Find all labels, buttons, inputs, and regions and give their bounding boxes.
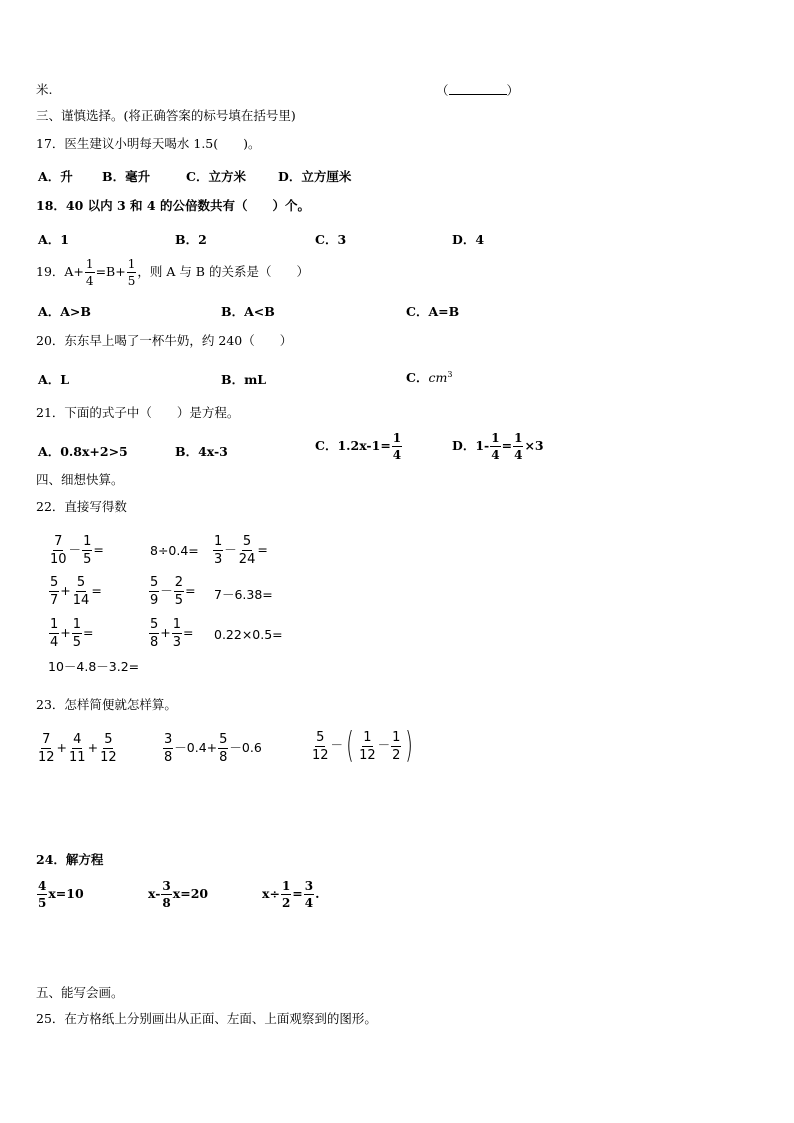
q17-option-a: A．升 <box>38 169 73 184</box>
option-prefix: C． <box>406 370 429 385</box>
numerator: 4 <box>73 732 82 747</box>
q23-expr-1 <box>36 733 119 764</box>
denominator: 8 <box>164 750 173 765</box>
q19-option-a: A．A>B <box>38 304 91 319</box>
equation-text: x=10 <box>48 886 84 901</box>
operator: + <box>160 625 171 640</box>
denominator: 12 <box>100 750 117 765</box>
numerator: 1 <box>72 617 82 632</box>
q18-option-b: B．2 <box>175 232 207 247</box>
denominator: 3 <box>214 552 223 567</box>
fraction <box>163 733 173 764</box>
equation-text: x=20 <box>172 886 209 901</box>
operator: － <box>224 542 237 557</box>
q21-option-c <box>315 432 403 461</box>
fraction <box>49 618 59 649</box>
numerator: 5 <box>150 617 159 632</box>
numerator: 3 <box>304 879 314 893</box>
denominator: 4 <box>514 448 523 462</box>
fraction <box>99 733 118 764</box>
fraction <box>311 731 330 762</box>
numerator: 1 <box>85 257 94 271</box>
equals-sign: = <box>292 886 303 901</box>
operator: － <box>377 737 391 753</box>
q22-stem: 22．直接写得数 <box>36 499 127 514</box>
fraction <box>149 618 159 649</box>
q17-stem: 17．医生建议小明每天喝水 1.5( )。 <box>36 136 261 151</box>
denominator: 12 <box>359 747 376 763</box>
q22-expr-r1c3 <box>212 535 268 566</box>
fraction <box>82 535 92 566</box>
numerator: 4 <box>38 879 47 893</box>
denominator: 7 <box>50 593 59 608</box>
q25-stem: 25．在方格纸上分别画出从正面、左面、上面观察到的图形。 <box>36 1011 377 1026</box>
denominator: 5 <box>72 635 82 650</box>
denominator: 24 <box>238 552 256 567</box>
equals-sign: = <box>501 438 513 453</box>
fraction <box>161 880 171 909</box>
numerator: 5 <box>76 575 86 590</box>
q20-option-c <box>406 368 452 386</box>
denominator: 8 <box>150 635 159 650</box>
fraction-2 <box>513 432 523 461</box>
q19-text-2: =B+ <box>95 264 126 279</box>
fraction <box>68 733 87 764</box>
numerator: 5 <box>219 732 228 747</box>
fraction <box>49 535 68 566</box>
q22-expr-r2c1 <box>48 576 102 607</box>
fraction <box>72 618 82 649</box>
numerator: 1 <box>392 729 401 745</box>
q21-option-d <box>452 432 544 461</box>
q24-equation-3 <box>262 880 320 909</box>
fraction <box>304 880 314 909</box>
right-paren: ) <box>405 725 414 766</box>
q18-stem: 18．40 以内 3 和 4 的公倍数共有（ ）个。 <box>36 198 310 213</box>
option-text: C．1.2x-1= <box>315 438 391 453</box>
numerator: 1 <box>127 257 136 271</box>
numerator: 1 <box>214 534 223 549</box>
denominator: 4 <box>85 274 94 288</box>
q22-expr-r1c2: 8÷0.4= <box>150 543 199 558</box>
equals-sign: = <box>83 625 94 640</box>
denominator: 11 <box>69 750 86 765</box>
operator: + <box>60 583 71 598</box>
denominator: 9 <box>150 593 159 608</box>
left-paren: ( <box>346 725 354 766</box>
numerator: 5 <box>104 732 113 747</box>
denominator: 5 <box>38 896 47 910</box>
q19-text-3: ，则 A 与 B 的关系是（ ） <box>137 264 309 279</box>
numerator: 1 <box>172 617 182 632</box>
numerator: 3 <box>164 732 173 747</box>
q19-fraction-2 <box>127 258 137 287</box>
numerator: 2 <box>174 575 184 590</box>
fraction-1 <box>490 432 500 461</box>
fraction <box>238 535 257 566</box>
denominator: 12 <box>38 750 55 765</box>
equation-text: x- <box>148 886 161 901</box>
denominator: 5 <box>83 552 92 567</box>
q22-expr-r3c2 <box>148 618 194 649</box>
q22-expr-r2c2 <box>148 576 196 607</box>
equals-sign: = <box>185 583 196 598</box>
numerator: 1 <box>491 431 500 445</box>
q18-option-d: D．4 <box>452 232 485 247</box>
q23-expr-3 <box>310 725 417 766</box>
expression-text: －0.6 <box>229 740 262 755</box>
q20-option-a: A．L <box>38 372 69 387</box>
bracket-left: （ <box>436 83 449 98</box>
denominator: 4 <box>392 448 402 462</box>
denominator: 3 <box>172 635 182 650</box>
fraction <box>149 576 159 607</box>
q21-option-b: B．4x-3 <box>175 444 228 459</box>
q22-expr-r1c1 <box>48 535 104 566</box>
denominator: 10 <box>50 552 67 567</box>
numerator: 5 <box>242 534 252 549</box>
denominator: 5 <box>127 274 136 288</box>
q17-option-b: B．毫升 <box>102 169 151 184</box>
section-5-heading: 五、能写会画。 <box>36 985 124 1000</box>
q17-option-d: D．立方厘米 <box>278 169 352 184</box>
fraction <box>213 535 223 566</box>
fraction <box>37 733 56 764</box>
equals-sign: = <box>91 583 102 598</box>
denominator: 12 <box>312 747 329 763</box>
q23-stem: 23．怎样简便就怎样算。 <box>36 697 177 712</box>
numerator: 1 <box>83 534 92 549</box>
fraction <box>72 576 91 607</box>
fraction <box>37 880 47 909</box>
denominator: 4 <box>50 635 59 650</box>
denominator: 8 <box>219 750 228 765</box>
numerator: 7 <box>42 732 51 747</box>
section-4-heading: 四、细想快算。 <box>36 472 124 487</box>
q18-option-c: C．3 <box>315 232 347 247</box>
q22-expr-r3c3: 0.22×0.5= <box>214 627 283 642</box>
q19-option-c: C．A=B <box>406 304 460 319</box>
operator: + <box>56 740 68 755</box>
numerator: 1 <box>514 431 523 445</box>
bracket-right: ） <box>506 83 520 98</box>
equation-text: . <box>315 886 320 901</box>
q22-expr-r2c3: 7－6.38= <box>214 587 273 602</box>
denominator: 8 <box>162 896 171 910</box>
answer-blank <box>449 82 507 95</box>
operator: － <box>160 583 173 598</box>
denominator: 2 <box>281 896 291 910</box>
q21-option-a: A．0.8x+2>5 <box>38 444 128 459</box>
fraction <box>172 618 182 649</box>
q19-text-1: 19．A+ <box>36 264 84 279</box>
fraction <box>358 731 377 762</box>
q17-option-c: C．立方米 <box>186 169 246 184</box>
equals-sign: = <box>183 625 194 640</box>
fraction <box>49 576 59 607</box>
fraction <box>391 731 401 762</box>
denominator: 14 <box>72 593 90 608</box>
numerator: 5 <box>150 575 159 590</box>
q20-stem: 20．东东早上喝了一杯牛奶，约 240（ ） <box>36 333 293 348</box>
fraction <box>281 880 291 909</box>
numerator: 5 <box>316 729 325 745</box>
q18-option-a: A．1 <box>38 232 69 247</box>
q19-option-b: B．A<B <box>221 304 275 319</box>
q24-equation-1 <box>36 880 84 909</box>
section-3-heading: 三、谨慎选择。(将正确答案的标号填在括号里) <box>36 108 296 123</box>
numerator: 7 <box>54 534 63 549</box>
fraction <box>218 733 228 764</box>
numerator: 3 <box>162 879 171 893</box>
prev-question-tail: 米. <box>36 82 53 97</box>
equals-sign: = <box>93 542 104 557</box>
unit-cm: cm <box>428 370 448 385</box>
numerator: 1 <box>281 879 291 893</box>
denominator: 5 <box>174 593 184 608</box>
numerator: 1 <box>363 729 372 745</box>
denominator: 2 <box>392 747 401 763</box>
numerator: 1 <box>392 431 402 445</box>
unit-exponent: 3 <box>447 369 453 379</box>
numerator: 1 <box>50 617 59 632</box>
equation-text: x÷ <box>262 886 280 901</box>
q21-stem: 21．下面的式子中（ ）是方程。 <box>36 405 240 420</box>
denominator: 4 <box>491 448 500 462</box>
operator: － <box>330 737 344 753</box>
fraction <box>174 576 184 607</box>
expression-text: －0.4+ <box>174 740 218 755</box>
q19-stem <box>36 258 309 287</box>
operator: + <box>87 740 99 755</box>
fraction <box>392 432 402 461</box>
option-suffix: ×3 <box>524 438 544 453</box>
denominator: 4 <box>304 896 314 910</box>
answer-bracket <box>436 82 519 99</box>
q23-expr-2 <box>162 733 262 764</box>
option-text: D．1- <box>452 438 490 453</box>
q22-expr-r4c1: 10－4.8－3.2= <box>48 659 140 674</box>
equals-sign: = <box>257 542 268 557</box>
q24-stem: 24．解方程 <box>36 852 104 867</box>
numerator: 5 <box>50 575 59 590</box>
operator: － <box>68 542 82 557</box>
operator: + <box>60 625 71 640</box>
q22-expr-r3c1 <box>48 618 94 649</box>
q20-option-b: B．mL <box>221 372 267 387</box>
q24-equation-2 <box>148 880 208 909</box>
q19-fraction-1 <box>85 258 95 287</box>
